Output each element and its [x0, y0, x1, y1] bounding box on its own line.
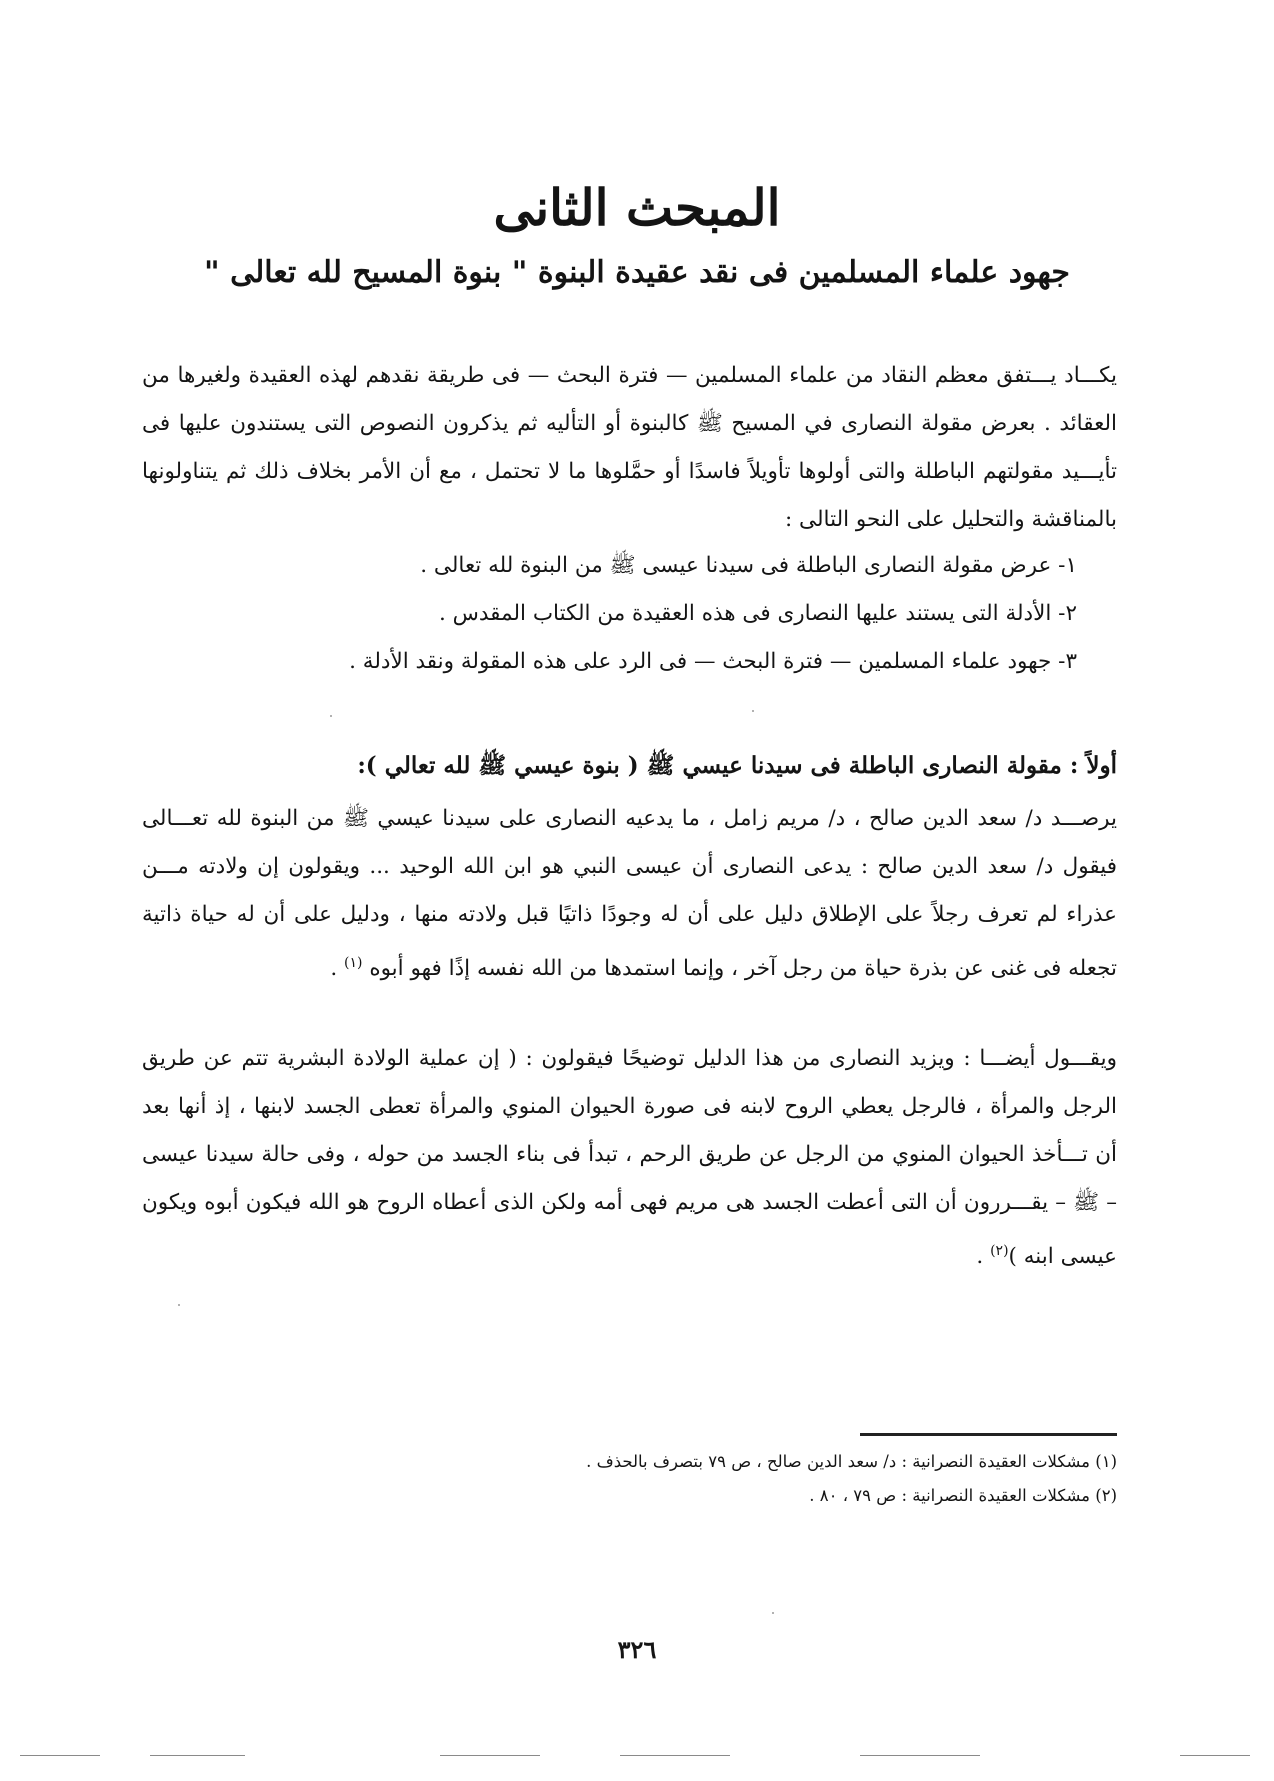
scan-artifact-line: [860, 1755, 980, 1756]
section-one-paragraph-block: [142, 795, 1117, 993]
section-heading: المبحث الثانى: [493, 178, 781, 237]
footnote-1: (١) مشكلات العقيدة النصرانية : د/ سعد الدين صالح ، ص ٧٩ بتصرف بالحذف .: [586, 1452, 1117, 1471]
scan-artifact-line: [620, 1755, 730, 1756]
paragraph-2-text: ويقـــول أيضـــا : ويزيد النصارى من هذا الدليل توضيحًا فيقولون : ( إن عملية الولادة البشرية تتم عن طريق الرجل والمرأة ، فالرجل يعطي الروح لابنه فى صورة الحيوان المنوي والمرأة تعطى الجسد لابنها ، إذ أنها بعد أن تـــأخذ الحيوان المنوي من الرجل عن طريق الرحم ، تبدأ فى بناء الجسد من حوله ، وفى حالة سيدنا عيسى – ﷺ – يقـــررون أن التى أعطت الجسد هى مريم فهى أمه ولكن الذى أعطاه الروح هو الله فيكون أبوه ويكون عيسى ابنه ): [142, 1046, 1117, 1270]
outline-list: [142, 542, 1117, 686]
footnote-ref-1: (١): [344, 955, 363, 971]
section-one-paragraph-2: ويقـــول أيضـــا : ويزيد النصارى من هذا الدليل توضيحًا فيقولون : ( إن عملية الولادة البشرية تتم عن طريق الرجل والمرأة ، فالرجل يعطي الروح لابنه فى صورة الحيوان المنوي والمرأة تعطى الجسد لابنها ، إذ أنها بعد أن تـــأخذ الحيوان المنوي من الرجل عن طريق الرحم ، تبدأ فى بناء الجسد من حوله ، وفى حالة سيدنا عيسى – ﷺ – يقـــررون أن التى أعطت الجسد هى مريم فهى أمه ولكن الذى أعطاه الروح هو الله فيكون أبوه ويكون عيسى ابنه )$^{(٢)}$ .: [142, 1046, 1117, 1270]
scan-artifact-dot: [752, 710, 754, 712]
footnote-2: (٢) مشكلات العقيدة النصرانية : ص ٧٩ ، ٨٠ .: [809, 1486, 1117, 1505]
scan-artifact-line: [150, 1755, 245, 1756]
scan-artifact-dot: [330, 715, 332, 717]
footnote-divider: [860, 1433, 1117, 1436]
section-subheading: جهود علماء المسلمين فى نقد عقيدة البنوة " بنوة المسيح لله تعالى ": [204, 255, 1070, 290]
intro-block: [142, 352, 1117, 544]
footnotes: [480, 1445, 1117, 1513]
outline-item-1: ١- عرض مقولة النصارى الباطلة فى سيدنا عيسى ﷺ من البنوة لله تعالى .: [420, 553, 1077, 578]
footnote-ref-2: (٢): [990, 1243, 1009, 1259]
outline-item-2: ٢- الأدلة التى يستند عليها النصارى فى هذه العقيدة من الكتاب المقدس .: [438, 601, 1077, 626]
scan-artifact-dot: [772, 1612, 774, 1614]
page-number: ٣٢٦: [617, 1635, 657, 1664]
section-one-header: [142, 742, 1117, 790]
section-one-paragraph-block-2: [142, 1035, 1117, 1281]
paragraph-1-text: يرصـــد د/ سعد الدين صالح ، د/ مريم زامل ، ما يدعيه النصارى على سيدنا عيسي ﷺ من البنوة لله تعـــالى فيقول د/ سعد الدين صالح : يدعى النصارى أن عيسى النبي هو ابن الله الوحيد ... ويقولون إن ولادته مـــن عذراء لم تعرف رجلاً على الإطلاق دليل على أن له وجودًا ذاتيًا قبل ولادته منها ، ودليل على أن له حياة ذاتية تجعله فى غنى عن بذرة حياة من رجل آخر ، وإنما استمدها من الله نفسه إذًا فهو أبوه: [142, 806, 1117, 982]
scan-artifact-line: [440, 1755, 540, 1756]
outline-item-3: ٣- جهود علماء المسلمين — فترة البحث — فى الرد على هذه المقولة ونقد الأدلة .: [349, 649, 1077, 674]
scan-artifact-dot: [178, 1304, 180, 1306]
section-one-title: أولاً : مقولة النصارى الباطلة فى سيدنا عيسي ﷺ ( بنوة عيسي ﷺ لله تعالي ):: [357, 752, 1117, 779]
scan-artifact-line: [1180, 1755, 1250, 1756]
section-one-paragraph-1: يرصـــد د/ سعد الدين صالح ، د/ مريم زامل ، ما يدعيه النصارى على سيدنا عيسي ﷺ من البنوة لله تعـــالى فيقول د/ سعد الدين صالح : يدعى النصارى أن عيسى النبي هو ابن الله الوحيد ... ويقولون إن ولادته مـــن عذراء لم تعرف رجلاً على الإطلاق دليل على أن له وجودًا ذاتيًا قبل ولادته منها ، ودليل على أن له حياة ذاتية تجعله فى غنى عن بذرة حياة من رجل آخر ، وإنما استمدها من الله نفسه إذًا فهو أبوه $^{(١)}$ .: [142, 806, 1117, 982]
intro-paragraph: يكـــاد يـــتفق معظم النقاد من علماء المسلمين — فترة البحث — فى طريقة نقدهم لهذه العقيدة ولغيرها من العقائد . بعرض مقولة النصارى في المسيح ﷺ كالبنوة أو التأليه ثم يذكرون النصوص التى يستندون عليها فى تأيـــيد مقولتهم الباطلة والتى أولوها تأويلاً فاسدًا أو حمَّلوها ما لا تحتمل ، مع أن الأمر بخلاف ذلك ثم يتناولونها بالمناقشة والتحليل على النحو التالى :: [142, 363, 1117, 532]
scan-artifact-line: [20, 1755, 100, 1756]
